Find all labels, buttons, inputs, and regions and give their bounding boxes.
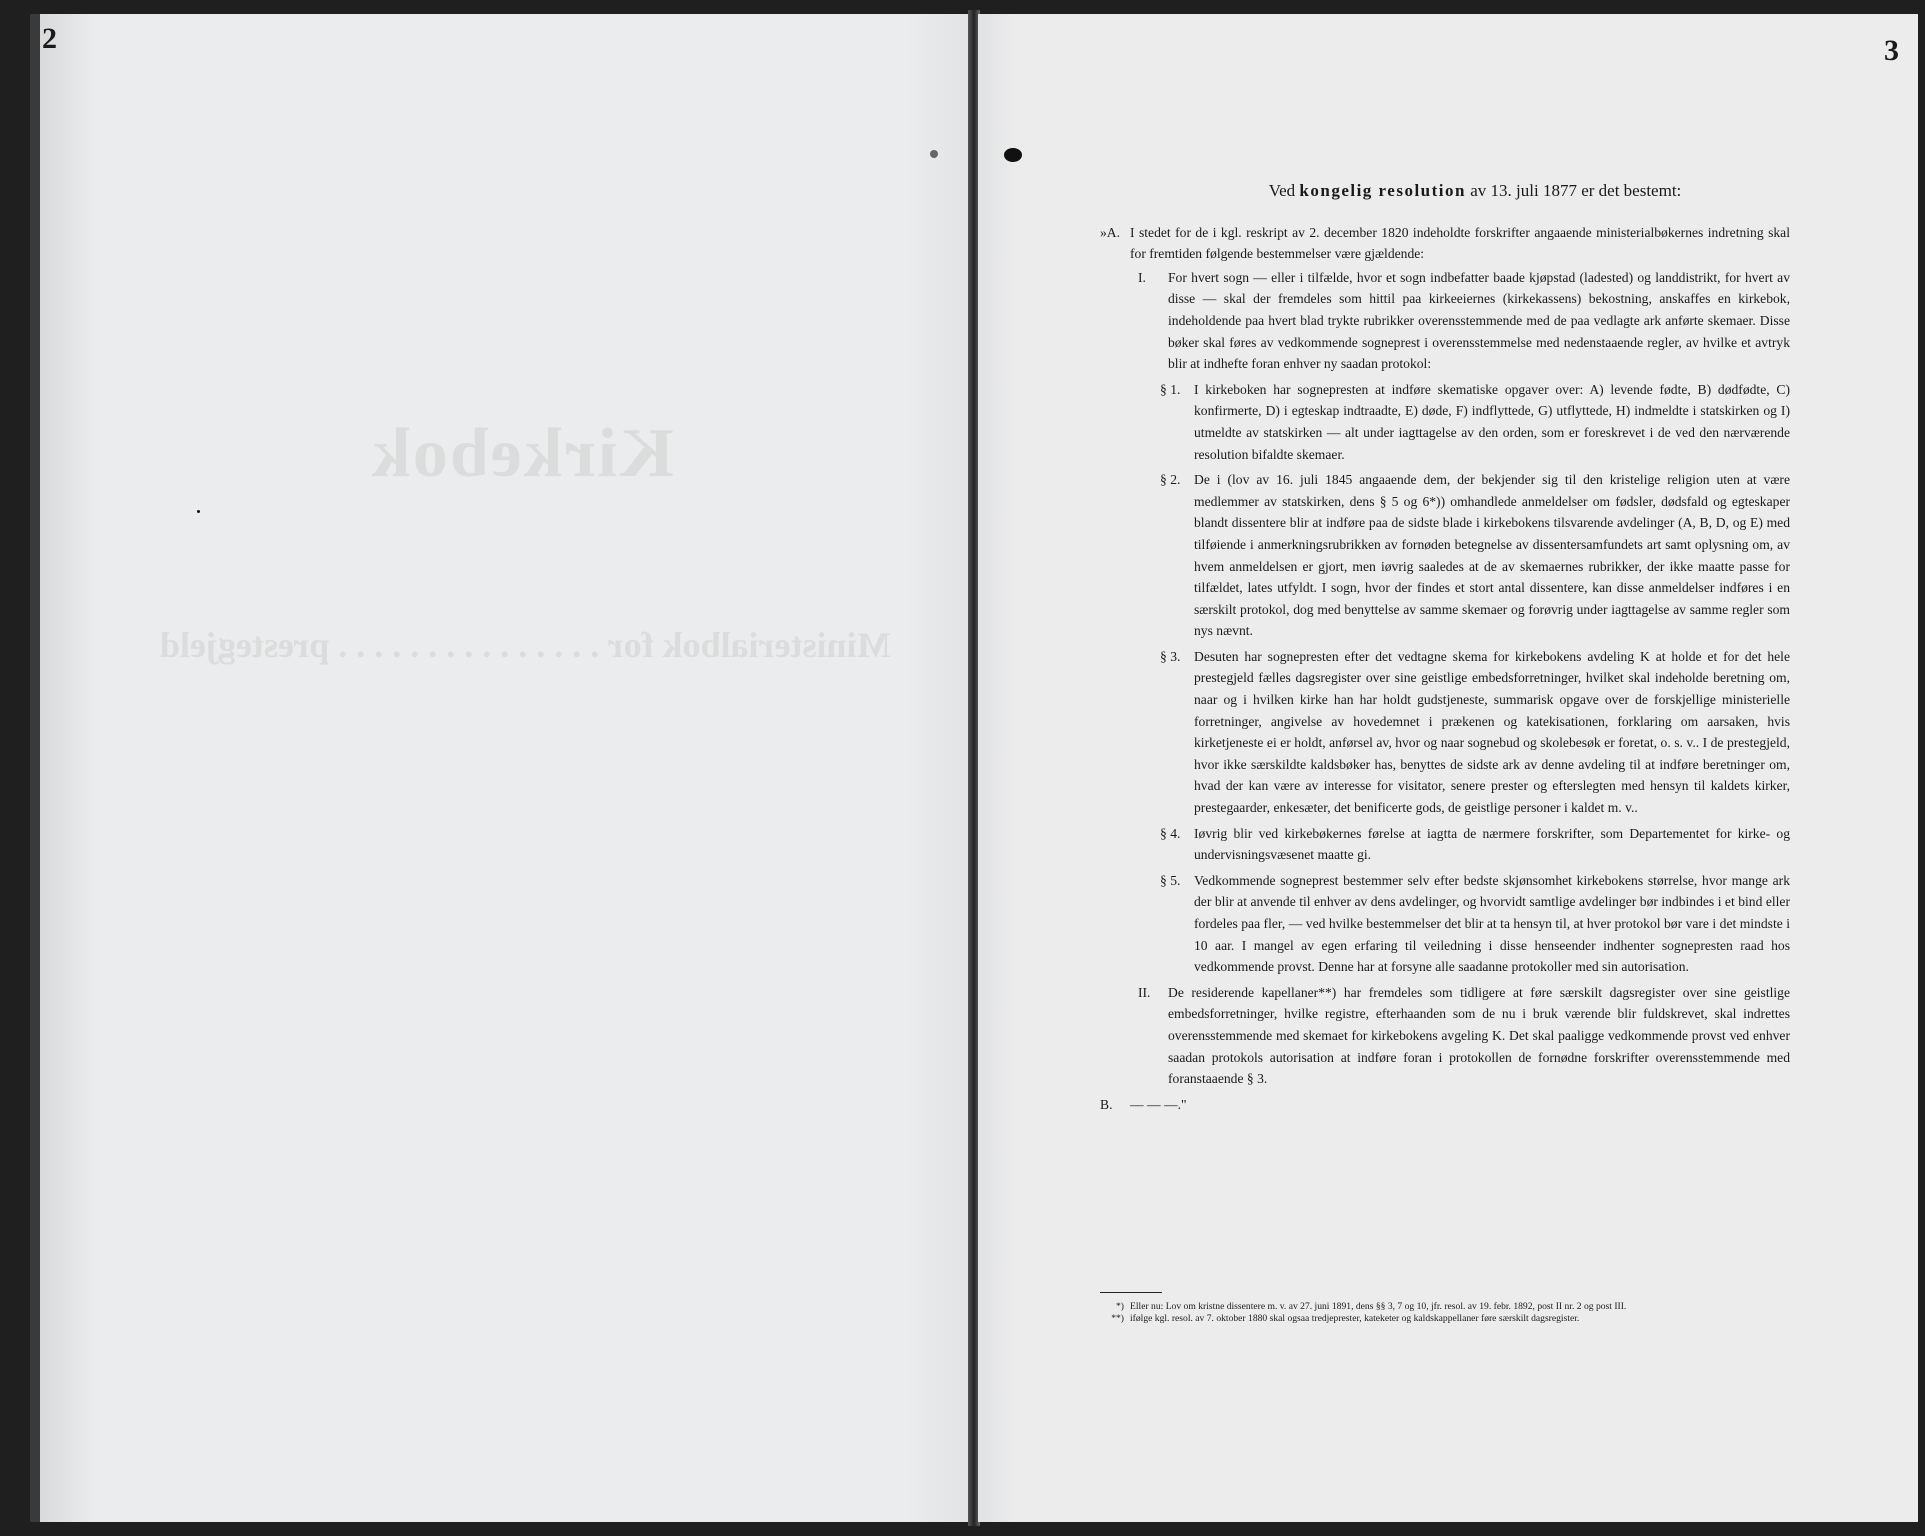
- paragraph-label: § 3.: [1160, 648, 1181, 664]
- paragraph-text: De i (lov av 16. juli 1845 angaaende dem, der bekjender sig til den kristelige religion uten at være medlemmer av statskirken, dens § 5 og 6*)) omhandlede anmeldelser om fødsler, dødsfald og egteskaper blandt dissentere blir at indføre paa de sidste blade i kirkebokens tilsvarende avdelinger (A, B, D, og E) med tilføiende i anmerkningsrubrikken av fornøden betegnelse av dissentersamfundets art samt oplysning om, av hvem anmeldelsen er gjort, men iøvrig saaledes at de av skemaernes rubrikker, der ikke maatte passe for tilfældet, lates utfyldt. I sogn, hvor der findes et stort antal dissentere, kan disse anmeldelser indføres i en særskilt protokol, dog med benyttelse av samme skemaer og forøvrig under iagttagelse av samme regler som nys nævnt.: [1194, 472, 1790, 639]
- paragraph-label: § 2.: [1160, 472, 1181, 488]
- footnote-text: Eller nu: Lov om kristne dissentere m. v. av 27. juni 1891, dens §§ 3, 7 og 10, jfr. resol. av 19. febr. 1892, post II nr. 2 og post III.: [1130, 1301, 1627, 1312]
- ink-speck: [930, 150, 938, 158]
- bleed-through-line: Ministerialbok for . . . . . . . . . . . . . . . prestegjeld: [160, 625, 891, 665]
- ink-blot: [1004, 148, 1022, 162]
- item-i-text: For hvert sogn — eller i tilfælde, hvor et sogn indbefatter baade kjøpstad (ladested) og landdistrikt, for hvert av disse — skal der fremdeles som hittil paa kirkeeiernes (kirkekassens) bekostning, anskaffes en kirkebok, indeholdende paa hvert blad trykte rubrikker overensstemmende med de paa vedlagte ark anførte skemaer. Disse bøker skal føres av vedkommende sogneprest i overensstemmelse med nedenstaaende regler, av hvilke et avtryk blir at indhefte foran enhver ny saadan protokol:: [1168, 269, 1790, 372]
- paragraph-label: § 4.: [1160, 825, 1181, 841]
- footnote-1: [1100, 1301, 1790, 1313]
- item-ii-text: De residerende kapellaner**) har fremdeles som tidligere at føre særskilt dagsregister over sine geistlige embedsforretninger, hvilke registre, efterhaanden som de nu i bruk værende blir fuldskrevet, skal indrettes overensstemmende med skemaet for kirkebokens avgeling K. Det skal paaligge vedkommende provst ved enhver saadan protokols autorisation at indføre foran i protokollen de fornødne forskrifter overensstemmende med foranstaaende § 3.: [1168, 984, 1790, 1087]
- footnotes: [1100, 1292, 1790, 1326]
- section-b-label: B.: [1100, 1096, 1113, 1112]
- right-page-number: 3: [1884, 34, 1899, 67]
- item-i: [1138, 267, 1790, 375]
- paragraph-4: [1160, 823, 1790, 866]
- footnote-text: ifølge kgl. resol. av 7. oktober 1880 skal ogsaa tredjeprester, kateketer og kaldskappellaner føre særskilt dagsregister.: [1130, 1313, 1580, 1325]
- section-b: [1100, 1094, 1790, 1116]
- paragraph-text: Vedkommende sogneprest bestemmer selv efter bedste skjønsomhet kirkebokens størrelse, hvor mange ark der blir at anvende til enhver av dens avdelinger, og hvorvidt samtlige avdelinger bør indbindes i et bind eller fordeles paa fler, — ved hvilke bestemmelser det blir at ta hensyn til, at hver protokol bør vare i det mindste i 10 aar. I mangel av egen erfaring til veiledning i disse henseender indhenter sognepresten raad hos vedkommende provst. Denne har at forsyne alle saadanne protokoller med sin autorisation.: [1194, 872, 1790, 975]
- paragraph-text: I kirkeboken har sognepresten at indføre skematiske opgaver over: A) levende fødte, B) dødfødte, C) konfirmerte, D) i egteskap indtraadte, E) døde, F) indflyttede, G) utflyttede, H) indmeldte i statskirken og I) utmeldte av statskirken — alt under iagttagelse av den orden, som er foreskrevet i de ved den nærværende resolution bifaldte skemaer.: [1194, 381, 1790, 462]
- paragraph-1: [1160, 379, 1790, 465]
- footnote-rule: [1100, 1292, 1162, 1293]
- item-ii: [1138, 982, 1790, 1090]
- left-page-number: 2: [42, 22, 57, 55]
- bleed-through-title: Kirkebok: [370, 415, 674, 492]
- footnote-2: [1100, 1313, 1790, 1325]
- section-a-intro: [1100, 222, 1790, 265]
- paragraph-label: § 1.: [1160, 381, 1181, 397]
- paragraph-5: [1160, 870, 1790, 978]
- paragraph-text: Iøvrig blir ved kirkebøkernes førelse at iagtta de nærmere forskrifter, som Departementet for kirke- og undervisningsvæsenet maatte gi.: [1194, 825, 1790, 863]
- heading-prefix: Ved: [1268, 181, 1296, 200]
- heading-suffix: av 13. juli 1877 er det bestemt:: [1470, 181, 1682, 200]
- section-a-text: I stedet for de i kgl. reskript av 2. december 1820 indeholdte forskrifter angaaende ministerialbøkernes indretning skal for fremtiden følgende bestemmelser være gjældende:: [1130, 224, 1790, 262]
- left-page: [30, 14, 980, 1522]
- resolution-heading: [1160, 180, 1790, 202]
- footnote-marker: **): [1111, 1313, 1124, 1325]
- heading-emphasis: kongelig resolution: [1299, 181, 1466, 200]
- section-a-label: »A.: [1100, 224, 1121, 240]
- item-i-label: I.: [1138, 269, 1146, 285]
- paragraph-text: Desuten har sognepresten efter det vedtagne skema for kirkebokens avdeling K at holde et for det hele prestegjeld fælles dagsregister over sine geistlige embedsforretninger, hvilket skal indeholde beretning om, naar og i hvilken kirke han har holdt gudstjeneste, summarisk opgave over de forskjellige ministerielle forretninger, angivelse av hovedemnet i prækenen og katekisationen, forklaring om aarsaken, hvis kirketjeneste ei er holdt, anførsel av, hvor og naar sognebud og skolebesøk er foretat, o. s. v.. I de prestegjeld, hvor ikke særskildte kaldsbøker has, benyttes de sidste ark av denne avdeling til at indføre beretninger om, hvad der kan være av interesse for visitator, senere prester og efterslegten med hensyn til kaldets kirker, prestegaarder, enkesæter, det benificerte gods, de geistlige personer i kaldet m. v..: [1194, 648, 1790, 816]
- item-ii-label: II.: [1138, 984, 1151, 1000]
- footnote-marker: *): [1116, 1301, 1124, 1312]
- section-b-text: — — —.": [1130, 1096, 1187, 1112]
- paragraph-3: [1160, 646, 1790, 819]
- resolution-text: [1100, 180, 1790, 1115]
- paragraph-2: [1160, 469, 1790, 642]
- paragraph-label: § 5.: [1160, 872, 1181, 888]
- ink-dot: [197, 510, 200, 513]
